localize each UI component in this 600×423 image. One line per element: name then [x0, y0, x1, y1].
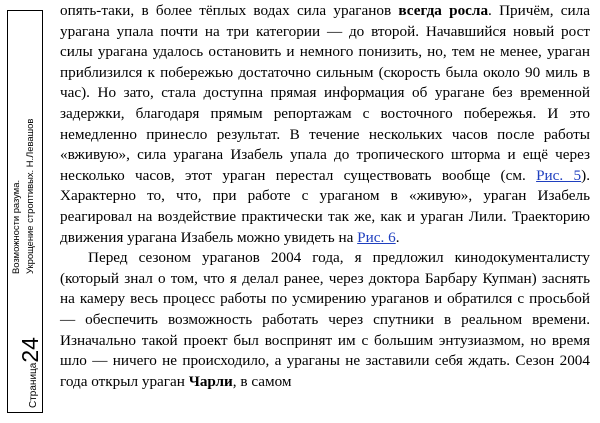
figure-5-link[interactable]: Рис. 5	[536, 166, 582, 184]
figure-6-link[interactable]: Рис. 6	[357, 228, 396, 246]
page-sidebar	[7, 10, 43, 413]
page-label: Страница	[28, 362, 39, 408]
paragraph-1	[60, 1, 590, 248]
paragraph-2-text-a: Перед сезоном ураганов 2004 года, я предложил кинодокументалисту (который знал о том, что я делал ранее, через доктора Барбару Купман) заснять на камеру весь процесс работы по усмирению ураганов и обратился с просьбой — обеспечить возможность работать через спутники в реальном времени. Изначально такой проект был воспринят им с большим энтузиазмом, но время шло — ничего не происходило, а ураганы не заставили себя ждать. Сезон 2004 года открыл ураган	[60, 249, 590, 390]
page-number: 24	[17, 337, 43, 363]
paragraph-1-bold: всегда росла	[398, 2, 489, 19]
page-content	[60, 1, 590, 392]
book-title-line2: Укрощение строптивых. Н.Левашов	[24, 118, 35, 274]
page-indicator	[10, 337, 42, 408]
paragraph-2	[60, 248, 590, 392]
paragraph-1-text-a: опять-таки, в более тёплых водах сила ураганов	[60, 2, 399, 19]
book-title-line1: Возможности разума.	[10, 179, 21, 274]
paragraph-1-text-c: ). Характерно то, что, при работе с ураганом в «живую», ураган Изабель реагировал на воздействие практически так же, как и ураган Лили. Траекторию движения урагана Изабель можно увидеть на	[60, 166, 590, 246]
paragraph-1-text-d: .	[395, 228, 400, 246]
sidebar-rotated-text	[8, 11, 44, 414]
paragraph-2-bold: Чарли	[188, 372, 233, 390]
paragraph-2-text-b: , в самом	[232, 372, 292, 390]
book-title	[9, 119, 37, 274]
paragraph-1-text-b: . Причём, сила урагана упала почти на три категории — до второй. Начавшийся новый рост силы урагана удалось остановить и немного понизить, но, тем не менее, ураган приблизился к побережью достаточно сильным (скорость была около 90 миль в час). Но зато, стала доступна прямая информация об урагане без временной задержки, благодаря прямым репортажам с восточного побережья. И это немедленно принесло результат. В течение нескольких часов после работы «вживую», сила урагана Изабель упала до тропического шторма и ещё через несколько часов, этот ураган перестал существовать вообще (см.	[60, 2, 590, 184]
